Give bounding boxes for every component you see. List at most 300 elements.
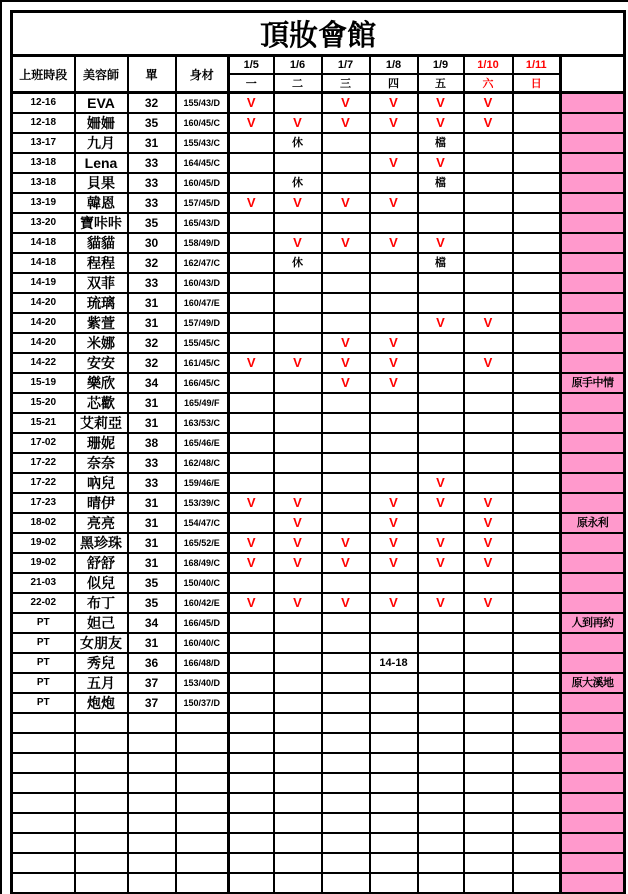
cell-day <box>274 273 322 293</box>
weekday-header: 六 <box>464 74 513 93</box>
cell-figure: 166/45/D <box>176 613 229 633</box>
cell-day-checkmark: V <box>322 93 370 114</box>
cell-day <box>229 273 274 293</box>
cell-figure <box>176 793 229 813</box>
cell-day <box>513 653 561 673</box>
cell-shift-time: 14-19 <box>12 273 75 293</box>
cell-shift-time: PT <box>12 633 75 653</box>
cell-day <box>322 293 370 313</box>
cell-day <box>418 213 464 233</box>
cell-day-checkmark: V <box>274 233 322 253</box>
cell-day-checkmark: V <box>464 553 513 573</box>
schedule-row <box>12 413 625 433</box>
cell-order-count: 33 <box>128 173 176 193</box>
cell-figure: 165/49/F <box>176 393 229 413</box>
cell-day <box>322 853 370 873</box>
cell-order-count: 36 <box>128 653 176 673</box>
cell-order-count: 31 <box>128 413 176 433</box>
cell-figure: 165/43/D <box>176 213 229 233</box>
schedule-rows <box>12 93 625 894</box>
weekday-header: 五 <box>418 74 464 93</box>
cell-beautician-name: 妲己 <box>75 613 128 633</box>
cell-day <box>229 753 274 773</box>
cell-day <box>418 753 464 773</box>
cell-order-count: 31 <box>128 633 176 653</box>
cell-day <box>370 133 418 153</box>
cell-order-count: 35 <box>128 113 176 133</box>
cell-figure: 160/45/D <box>176 173 229 193</box>
cell-day-checkmark: V <box>418 493 464 513</box>
cell-note: 原永利 <box>561 513 625 533</box>
cell-day-checkmark: V <box>229 353 274 373</box>
cell-day-checkmark: V <box>370 353 418 373</box>
cell-day <box>229 253 274 273</box>
cell-day <box>418 633 464 653</box>
cell-figure: 155/43/C <box>176 133 229 153</box>
cell-day-checkmark: V <box>464 493 513 513</box>
cell-day <box>274 293 322 313</box>
cell-beautician-name: 芯歡 <box>75 393 128 413</box>
cell-day <box>513 813 561 833</box>
empty-row <box>12 773 625 793</box>
cell-day <box>418 573 464 593</box>
cell-shift-time: 19-02 <box>12 553 75 573</box>
cell-day-checkmark: V <box>229 113 274 133</box>
cell-shift-time <box>12 773 75 793</box>
weekday-header: 一 <box>229 74 274 93</box>
cell-beautician-name: EVA <box>75 93 128 114</box>
cell-day <box>274 733 322 753</box>
cell-beautician-name: 韓恩 <box>75 193 128 213</box>
cell-day <box>464 633 513 653</box>
cell-shift-time: 22-02 <box>12 593 75 613</box>
cell-shift-time: 15-20 <box>12 393 75 413</box>
cell-day <box>513 613 561 633</box>
cell-figure: 155/45/C <box>176 333 229 353</box>
cell-day <box>274 573 322 593</box>
cell-day <box>322 313 370 333</box>
date-header: 1/6 <box>274 56 322 75</box>
cell-day-checkmark: V <box>274 593 322 613</box>
cell-beautician-name: 安安 <box>75 353 128 373</box>
cell-order-count: 31 <box>128 313 176 333</box>
cell-note <box>561 773 625 793</box>
cell-day <box>418 853 464 873</box>
cell-beautician-name <box>75 773 128 793</box>
cell-figure: 160/45/C <box>176 113 229 133</box>
cell-day <box>418 273 464 293</box>
cell-figure <box>176 773 229 793</box>
cell-figure: 160/43/D <box>176 273 229 293</box>
cell-day <box>274 873 322 894</box>
cell-day <box>229 473 274 493</box>
cell-day-checkmark: V <box>370 113 418 133</box>
cell-shift-time <box>12 753 75 773</box>
schedule-row <box>12 333 625 353</box>
cell-day <box>229 773 274 793</box>
cell-day-checkmark: V <box>464 93 513 114</box>
cell-order-count: 38 <box>128 433 176 453</box>
cell-day: 檔 <box>418 173 464 193</box>
cell-day-checkmark: V <box>322 233 370 253</box>
cell-day <box>464 613 513 633</box>
cell-day-checkmark: V <box>322 353 370 373</box>
cell-day <box>274 213 322 233</box>
schedule-row <box>12 193 625 213</box>
cell-beautician-name: 珊妮 <box>75 433 128 453</box>
cell-day <box>464 173 513 193</box>
cell-day <box>229 513 274 533</box>
cell-day <box>513 833 561 853</box>
cell-day: 休 <box>274 173 322 193</box>
cell-day <box>229 373 274 393</box>
weekday-header: 二 <box>274 74 322 93</box>
cell-day <box>229 133 274 153</box>
cell-day <box>370 873 418 894</box>
cell-day <box>513 133 561 153</box>
cell-note: 原大溪地 <box>561 673 625 693</box>
cell-day <box>464 733 513 753</box>
cell-figure: 153/39/C <box>176 493 229 513</box>
cell-figure <box>176 753 229 773</box>
cell-order-count: 33 <box>128 273 176 293</box>
cell-figure: 155/43/D <box>176 93 229 114</box>
schedule-row <box>12 533 625 553</box>
cell-day <box>464 813 513 833</box>
cell-figure: 159/46/E <box>176 473 229 493</box>
date-header: 1/11 <box>513 56 561 75</box>
cell-day <box>370 253 418 273</box>
cell-beautician-name: 程程 <box>75 253 128 273</box>
cell-day <box>370 453 418 473</box>
cell-beautician-name: 秀兒 <box>75 653 128 673</box>
date-header: 1/5 <box>229 56 274 75</box>
date-header-row <box>12 56 625 75</box>
cell-shift-time: 14-22 <box>12 353 75 373</box>
cell-day-checkmark: V <box>274 513 322 533</box>
cell-day <box>322 473 370 493</box>
cell-shift-time: PT <box>12 653 75 673</box>
cell-day-checkmark: V <box>418 593 464 613</box>
page-title: 頂妝會館 <box>12 12 625 56</box>
cell-day <box>513 773 561 793</box>
cell-day <box>322 493 370 513</box>
empty-row <box>12 873 625 894</box>
cell-day <box>418 293 464 313</box>
cell-day <box>513 533 561 553</box>
cell-day-checkmark: V <box>464 513 513 533</box>
cell-order-count: 31 <box>128 513 176 533</box>
date-header: 1/8 <box>370 56 418 75</box>
notes-column-header <box>561 56 625 93</box>
cell-day <box>418 353 464 373</box>
cell-day <box>513 573 561 593</box>
cell-beautician-name: 紫萱 <box>75 313 128 333</box>
cell-note <box>561 253 625 273</box>
cell-order-count: 37 <box>128 693 176 713</box>
schedule-row <box>12 493 625 513</box>
cell-shift-time: 13-20 <box>12 213 75 233</box>
cell-figure: 163/53/C <box>176 413 229 433</box>
date-header: 1/9 <box>418 56 464 75</box>
cell-day <box>513 293 561 313</box>
cell-order-count: 31 <box>128 533 176 553</box>
cell-day-checkmark: V <box>370 533 418 553</box>
cell-day-checkmark: V <box>322 593 370 613</box>
cell-shift-time: 14-20 <box>12 333 75 353</box>
cell-order-count: 31 <box>128 393 176 413</box>
cell-day <box>274 473 322 493</box>
empty-row <box>12 833 625 853</box>
cell-day <box>418 433 464 453</box>
title-row <box>12 12 625 56</box>
cell-figure: 157/49/D <box>176 313 229 333</box>
cell-note <box>561 653 625 673</box>
cell-beautician-name: 布丁 <box>75 593 128 613</box>
cell-day-checkmark: V <box>370 513 418 533</box>
cell-beautician-name: 黑珍珠 <box>75 533 128 553</box>
cell-day <box>274 373 322 393</box>
cell-day <box>274 413 322 433</box>
cell-day <box>229 653 274 673</box>
cell-figure: 160/40/C <box>176 633 229 653</box>
schedule-row <box>12 373 625 393</box>
cell-shift-time: PT <box>12 613 75 633</box>
cell-day <box>464 333 513 353</box>
cell-day <box>513 273 561 293</box>
schedule-row <box>12 173 625 193</box>
cell-day <box>274 613 322 633</box>
cell-beautician-name: 九月 <box>75 133 128 153</box>
cell-day <box>229 793 274 813</box>
schedule-row <box>12 133 625 153</box>
cell-shift-time: 19-02 <box>12 533 75 553</box>
cell-day <box>274 693 322 713</box>
cell-day <box>513 793 561 813</box>
weekday-header: 四 <box>370 74 418 93</box>
cell-day <box>229 573 274 593</box>
cell-note <box>561 573 625 593</box>
cell-day-checkmark: V <box>370 373 418 393</box>
empty-row <box>12 753 625 773</box>
cell-day <box>370 733 418 753</box>
empty-row <box>12 813 625 833</box>
cell-day <box>513 493 561 513</box>
cell-day-checkmark: V <box>274 193 322 213</box>
cell-day <box>464 693 513 713</box>
cell-beautician-name <box>75 713 128 733</box>
cell-order-count <box>128 733 176 753</box>
cell-day-checkmark: V <box>464 313 513 333</box>
cell-day <box>418 393 464 413</box>
cell-day <box>370 213 418 233</box>
schedule-row <box>12 213 625 233</box>
cell-beautician-name <box>75 853 128 873</box>
cell-day <box>370 693 418 713</box>
cell-day <box>370 673 418 693</box>
cell-shift-time: PT <box>12 673 75 693</box>
cell-day <box>370 433 418 453</box>
cell-beautician-name: Lena <box>75 153 128 173</box>
cell-day <box>464 373 513 393</box>
cell-beautician-name: 寶咔咔 <box>75 213 128 233</box>
schedule-row <box>12 553 625 573</box>
cell-beautician-name: 琉璃 <box>75 293 128 313</box>
cell-day <box>274 833 322 853</box>
cell-day <box>229 813 274 833</box>
cell-day-checkmark: V <box>322 113 370 133</box>
cell-note <box>561 213 625 233</box>
cell-beautician-name: 晴伊 <box>75 493 128 513</box>
cell-figure <box>176 713 229 733</box>
cell-order-count <box>128 773 176 793</box>
cell-day <box>464 273 513 293</box>
cell-day <box>370 293 418 313</box>
cell-day <box>370 313 418 333</box>
cell-note <box>561 133 625 153</box>
cell-day <box>322 453 370 473</box>
cell-order-count: 34 <box>128 373 176 393</box>
cell-order-count: 32 <box>128 353 176 373</box>
cell-day <box>513 213 561 233</box>
cell-beautician-name: 樂欣 <box>75 373 128 393</box>
column-header-beautician: 美容師 <box>75 56 128 93</box>
cell-day <box>418 413 464 433</box>
cell-day-checkmark: V <box>229 533 274 553</box>
weekday-header: 日 <box>513 74 561 93</box>
schedule-row <box>12 93 625 114</box>
cell-note: 原手中情 <box>561 373 625 393</box>
cell-order-count: 35 <box>128 573 176 593</box>
cell-day <box>274 713 322 733</box>
cell-note <box>561 233 625 253</box>
cell-day: 檔 <box>418 253 464 273</box>
cell-day <box>418 373 464 393</box>
schedule-row <box>12 473 625 493</box>
cell-day <box>229 453 274 473</box>
cell-day <box>513 193 561 213</box>
cell-day <box>370 713 418 733</box>
cell-order-count: 34 <box>128 613 176 633</box>
cell-day <box>418 333 464 353</box>
cell-day <box>418 453 464 473</box>
cell-order-count: 33 <box>128 153 176 173</box>
cell-day <box>229 733 274 753</box>
cell-day <box>464 133 513 153</box>
cell-day <box>322 433 370 453</box>
cell-day <box>229 413 274 433</box>
cell-day <box>513 253 561 273</box>
cell-day <box>274 313 322 333</box>
cell-day <box>274 773 322 793</box>
cell-day <box>513 153 561 173</box>
cell-day <box>513 553 561 573</box>
schedule-row <box>12 253 625 273</box>
schedule-row <box>12 233 625 253</box>
cell-note <box>561 533 625 553</box>
schedule-row <box>12 573 625 593</box>
cell-shift-time: 21-03 <box>12 573 75 593</box>
cell-note <box>561 793 625 813</box>
cell-day <box>322 213 370 233</box>
cell-day <box>322 813 370 833</box>
cell-day <box>464 433 513 453</box>
cell-figure: 153/40/D <box>176 673 229 693</box>
cell-shift-time <box>12 833 75 853</box>
cell-note <box>561 473 625 493</box>
cell-day <box>370 413 418 433</box>
cell-day-checkmark: V <box>418 473 464 493</box>
cell-shift-time: 17-22 <box>12 453 75 473</box>
cell-day <box>322 133 370 153</box>
cell-beautician-name: 米娜 <box>75 333 128 353</box>
cell-beautician-name <box>75 733 128 753</box>
cell-day <box>229 213 274 233</box>
cell-day <box>418 873 464 894</box>
cell-figure <box>176 733 229 753</box>
cell-day <box>464 833 513 853</box>
cell-day <box>229 693 274 713</box>
cell-day <box>322 273 370 293</box>
cell-day <box>513 353 561 373</box>
cell-day-checkmark: V <box>229 193 274 213</box>
cell-day <box>229 233 274 253</box>
cell-order-count: 35 <box>128 593 176 613</box>
cell-shift-time: 15-21 <box>12 413 75 433</box>
cell-day <box>370 613 418 633</box>
cell-figure: 150/40/C <box>176 573 229 593</box>
cell-shift-time: 14-20 <box>12 313 75 333</box>
schedule-row <box>12 273 625 293</box>
schedule-row <box>12 113 625 133</box>
cell-day: 休 <box>274 253 322 273</box>
cell-beautician-name: 奈奈 <box>75 453 128 473</box>
cell-day <box>464 853 513 873</box>
cell-day <box>513 173 561 193</box>
empty-row <box>12 853 625 873</box>
cell-day <box>229 173 274 193</box>
cell-day <box>513 393 561 413</box>
cell-day: 休 <box>274 133 322 153</box>
cell-shift-time <box>12 733 75 753</box>
cell-day <box>418 653 464 673</box>
cell-day <box>418 713 464 733</box>
cell-day-checkmark: V <box>370 333 418 353</box>
cell-day <box>274 453 322 473</box>
cell-shift-time <box>12 813 75 833</box>
cell-day <box>370 273 418 293</box>
cell-order-count: 31 <box>128 553 176 573</box>
cell-figure: 160/42/E <box>176 593 229 613</box>
cell-day <box>322 753 370 773</box>
cell-day-checkmark: V <box>322 333 370 353</box>
cell-day <box>322 713 370 733</box>
cell-day <box>464 393 513 413</box>
cell-order-count <box>128 833 176 853</box>
cell-beautician-name: 似兒 <box>75 573 128 593</box>
cell-shift-time: 13-18 <box>12 173 75 193</box>
cell-figure: 162/48/C <box>176 453 229 473</box>
empty-row <box>12 733 625 753</box>
cell-day <box>418 773 464 793</box>
cell-day <box>418 673 464 693</box>
cell-note <box>561 313 625 333</box>
cell-shift-time: 14-18 <box>12 253 75 273</box>
cell-figure <box>176 853 229 873</box>
cell-shift-time <box>12 853 75 873</box>
cell-note <box>561 273 625 293</box>
cell-day <box>513 753 561 773</box>
